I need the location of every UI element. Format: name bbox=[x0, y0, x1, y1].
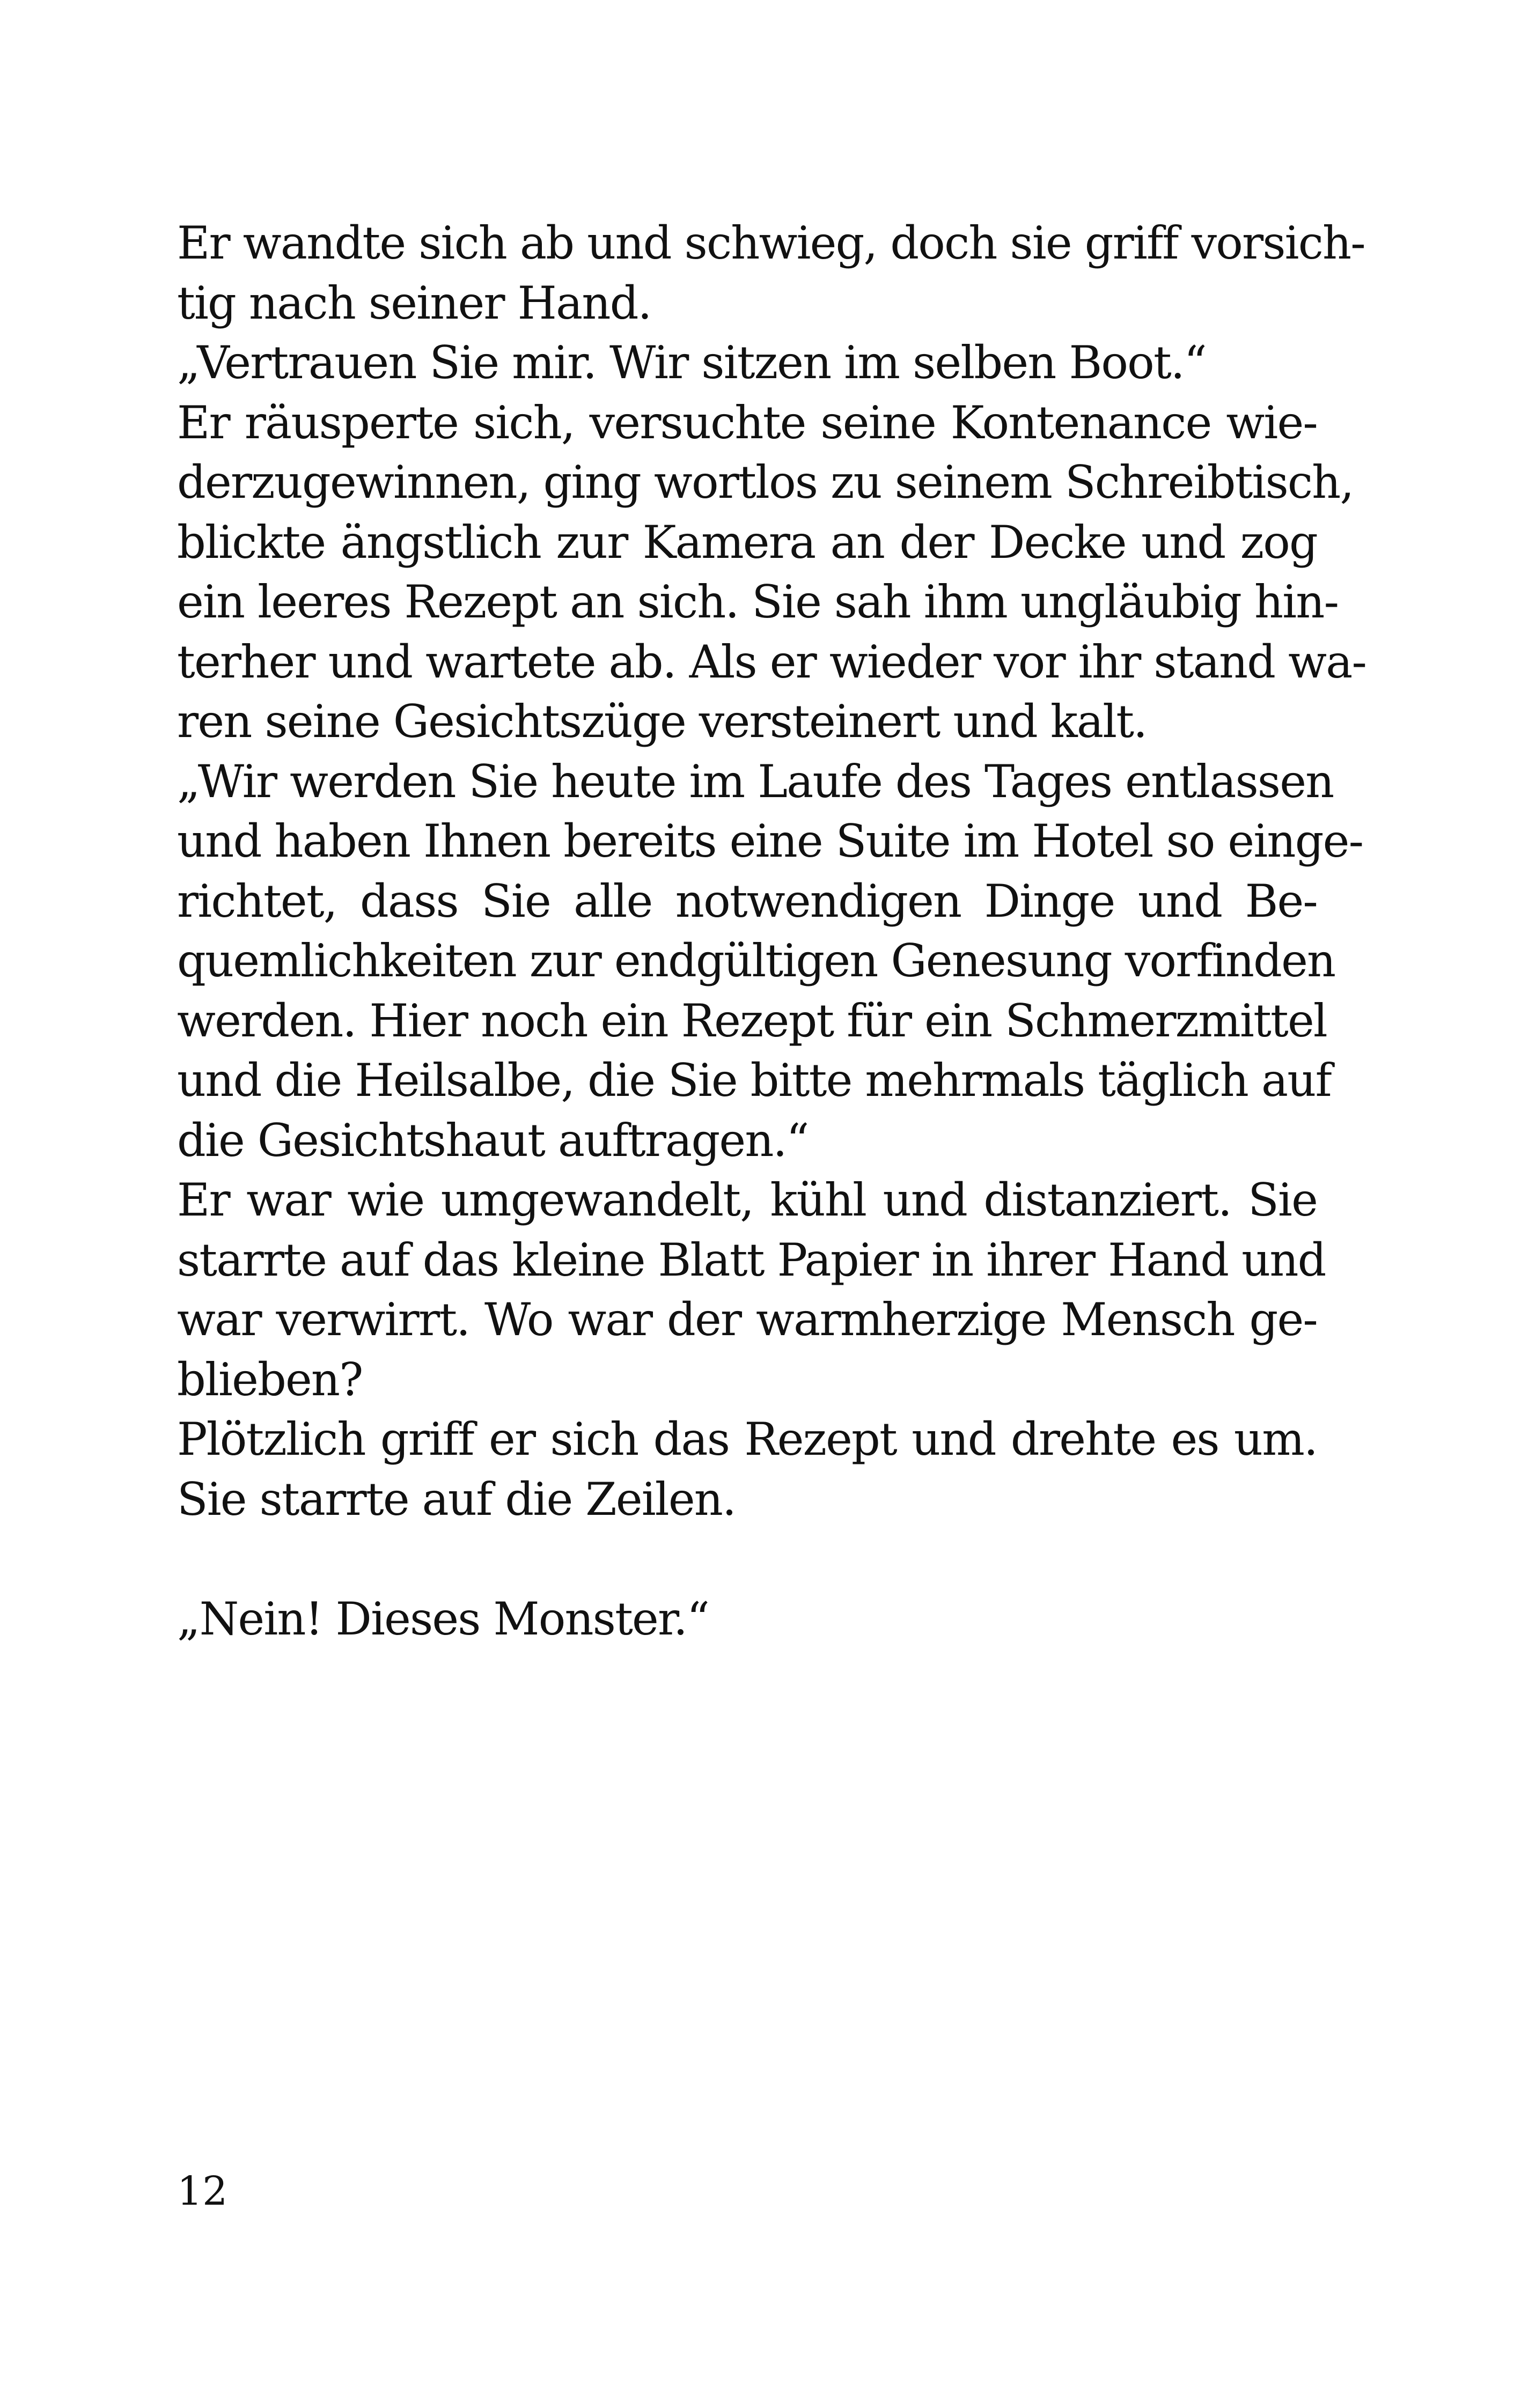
text-line: die Gesichtshaut auftragen.“ bbox=[177, 1114, 809, 1167]
text-line: tig nach seiner Hand. bbox=[177, 276, 651, 329]
text-line: quemlichkeiten zur endgültigen Genesung vorfinden bbox=[177, 934, 1335, 987]
text-line: Plötzlich griff er sich das Rezept und drehte es um. bbox=[177, 1413, 1317, 1466]
text-line: „Vertrauen Sie mir. Wir sitzen im selben Boot.“ bbox=[177, 336, 1206, 389]
text-line: blickte ängstlich zur Kamera an der Decke und zog bbox=[177, 516, 1317, 569]
text-line: war verwirrt. Wo war der warmherzige Mensch ge- bbox=[177, 1293, 1317, 1346]
paragraph-gap bbox=[177, 1529, 1317, 1589]
text-line: Sie starrte auf die Zeilen. bbox=[177, 1472, 736, 1526]
text-line: terher und wartete ab. Als er wieder vor ihr stand wa- bbox=[177, 635, 1366, 688]
text-line: Er räusperte sich, versuchte seine Kontenance wie- bbox=[177, 396, 1317, 449]
text-line: und die Heilsalbe, die Sie bitte mehrmals täglich auf bbox=[177, 1054, 1331, 1107]
text-line: ein leeres Rezept an sich. Sie sah ihm ungläubig hin- bbox=[177, 576, 1339, 628]
text-line: Er wandte sich ab und schwieg, doch sie griff vorsich- bbox=[177, 217, 1365, 269]
text-line: und haben Ihnen bereits eine Suite im Hotel so einge- bbox=[177, 815, 1363, 867]
text-line: derzugewinnen, ging wortlos zu seinem Schreibtisch, bbox=[177, 456, 1354, 509]
text-line: „Wir werden Sie heute im Laufe des Tages entlassen bbox=[177, 755, 1334, 808]
text-line: starrte auf das kleine Blatt Papier in ihrer Hand und bbox=[177, 1233, 1326, 1286]
text-line: werden. Hier noch ein Rezept für ein Schmerzmittel bbox=[177, 994, 1327, 1047]
page-number: 12 bbox=[177, 2168, 228, 2214]
text-line: richtet, dass Sie alle notwendigen Dinge und Be- bbox=[177, 874, 1317, 927]
body-text bbox=[177, 213, 1366, 1649]
text-line: ren seine Gesichtszüge versteinert und kalt. bbox=[177, 695, 1147, 748]
text-line: „Nein! Dieses Monster.“ bbox=[177, 1592, 709, 1645]
text-line: blieben? bbox=[177, 1353, 363, 1406]
text-line: Er war wie umgewandelt, kühl und distanziert. Sie bbox=[177, 1174, 1317, 1226]
